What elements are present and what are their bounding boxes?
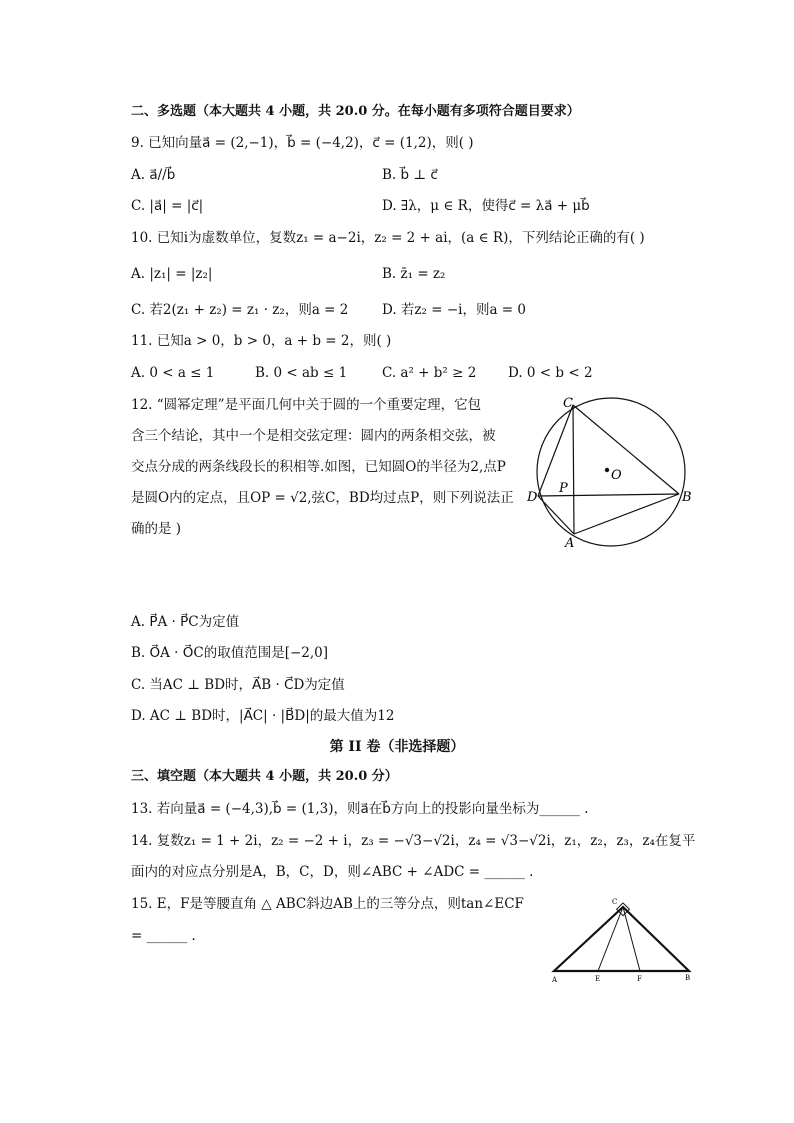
q12-option-c: C. 当AC ⊥ BD时，A⃗B · C⃗D为定值	[131, 677, 345, 693]
label-b: B	[682, 490, 692, 505]
segment-ce	[598, 907, 623, 971]
label-b: B	[685, 974, 691, 982]
center-point-o	[605, 468, 609, 472]
q10-option-a: A. |z₁| = |z₂|	[131, 266, 213, 282]
q13-stem: 13. 若向量a⃗ = (−4,3),b⃗ = (1,3)，则a⃗在b⃗方向上的投影向量坐标为______ .	[131, 801, 589, 817]
q12-circle-figure	[525, 393, 700, 553]
q12-option-a: A. P⃗A · P⃗C为定值	[131, 614, 240, 630]
q11-stem: 11. 已知a > 0，b > 0，a + b = 2，则( )	[131, 333, 392, 349]
q15-line-2: = ______ .	[131, 928, 196, 944]
label-e: E	[595, 975, 601, 983]
triangle-abc	[554, 907, 689, 971]
q11-option-c: C. a² + b² ≥ 2	[382, 365, 477, 381]
q12-line-2: 含三个结论，其中一个是相交弦定理：圆内的两条相交弦，被	[131, 428, 496, 444]
q14-line-2: 面内的对应点分别是A，B，C，D，则∠ABC + ∠ADC = ______ .	[131, 864, 534, 880]
q15-triangle-figure	[548, 895, 698, 987]
q12-option-b: B. O⃗A · O⃗C的取值范围是[−2,0]	[131, 645, 329, 661]
right-angle-mark	[617, 903, 630, 916]
label-o: O	[611, 468, 622, 483]
section-2-header: 二、多选题（本大题共 4 小题，共 20.0 分。在每小题有多项符合题目要求）	[131, 104, 580, 119]
label-a: A	[565, 536, 575, 551]
label-p: P	[559, 481, 568, 496]
q10-option-c: C. 若2(z₁ + z₂) = z₁ · z₂，则a = 2	[131, 302, 349, 318]
q9-stem: 9. 已知向量a⃗ = (2,−1)，b⃗ = (−4,2)，c⃗ = (1,2)，则( )	[131, 135, 474, 151]
q12-line-5: 确的是 )	[131, 521, 182, 537]
label-a: A	[552, 976, 558, 984]
q12-option-d: D. AC ⊥ BD时，|A⃗C| · |B⃗D|的最大值为12	[131, 708, 395, 724]
q9-option-d: D. ∃λ，μ ∈ R，使得c⃗ = λa⃗ + μb⃗	[382, 198, 590, 214]
q12-line-3: 交点分成的两条线段长的积相等.如图，已知圆O的半径为2,点P	[131, 459, 506, 475]
label-f: F	[637, 975, 642, 983]
segment-da	[538, 496, 574, 534]
q11-option-d: D. 0 < b < 2	[508, 365, 593, 381]
q9-option-c: C. |a⃗| = |c⃗|	[131, 198, 204, 214]
q14-line-1: 14. 复数z₁ = 1 + 2i，z₂ = −2 + i，z₃ = −√3−√2i，z₄ = √3−√2i，z₁，z₂，z₃，z₄在复平	[131, 833, 696, 849]
q11-option-a: A. 0 < a ≤ 1	[131, 365, 215, 381]
q15-line-1: 15. E，F是等腰直角 △ ABC斜边AB上的三等分点，则tan∠ECF	[131, 896, 524, 912]
q9-option-b: B. b⃗ ⊥ c⃗	[382, 167, 438, 183]
q11-option-b: B. 0 < ab ≤ 1	[255, 365, 348, 381]
q12-line-1: 12. “圆幂定理”是平面几何中关于圆的一个重要定理，它包	[131, 397, 482, 413]
label-c: C	[612, 898, 618, 906]
part-2-title: 第 II 卷（非选择题）	[329, 739, 465, 755]
q12-line-4: 是圆O内的定点，且OP = √2,弦C，BD均过点P，则下列说法正	[131, 490, 514, 506]
segment-ab	[574, 494, 679, 534]
q10-option-b: B. z̄₁ = z₂	[382, 266, 446, 282]
chord-ca	[573, 405, 574, 534]
label-d: D	[527, 490, 538, 505]
q9-option-a: A. a⃗//b⃗	[131, 167, 176, 183]
q10-stem: 10. 已知i为虚数单位，复数z₁ = a−2i，z₂ = 2 + ai，(a ∈ R)，下列结论正确的有( )	[131, 230, 645, 246]
section-3-header: 三、填空题（本大题共 4 小题，共 20.0 分）	[131, 769, 398, 784]
segment-cb	[573, 405, 679, 494]
label-c: C	[563, 396, 573, 411]
q10-option-d: D. 若z₂ = −i，则a = 0	[382, 302, 527, 318]
segment-cd	[538, 405, 573, 496]
